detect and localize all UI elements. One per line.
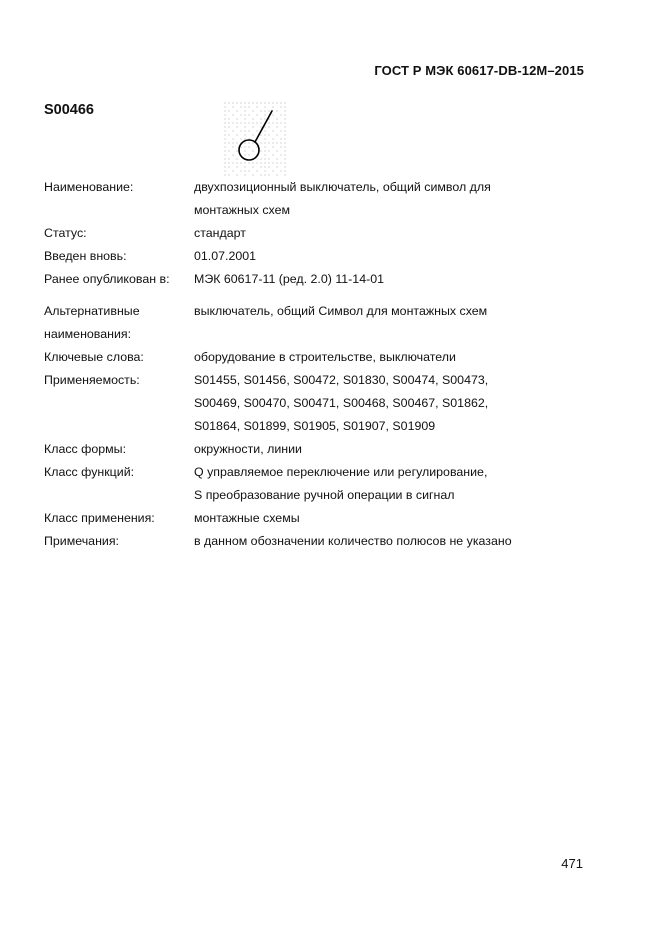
grid-dot bbox=[244, 154, 245, 155]
grid-dot bbox=[284, 170, 285, 171]
grid-dot bbox=[264, 110, 265, 111]
grid-dot bbox=[232, 130, 233, 131]
grid-dot bbox=[284, 142, 285, 143]
grid-dot bbox=[224, 170, 225, 171]
label-function-class: Класс функций: bbox=[44, 465, 135, 479]
grid-dot bbox=[264, 142, 265, 143]
grid-dot bbox=[248, 170, 249, 171]
grid-dot bbox=[260, 166, 261, 167]
grid-dot bbox=[284, 146, 285, 147]
row-shape-class bbox=[44, 438, 584, 461]
page-number: 471 bbox=[561, 856, 583, 871]
grid-dot bbox=[232, 154, 233, 155]
value-function-class: Q управляемое переключение или регулирование, S преобразование ручной операции в сигнал bbox=[194, 465, 488, 502]
grid-dot bbox=[224, 106, 225, 107]
grid-dot bbox=[252, 162, 253, 163]
grid-dot bbox=[276, 110, 277, 111]
grid-dot bbox=[236, 158, 237, 159]
grid-dot bbox=[280, 130, 281, 131]
grid-dot bbox=[244, 110, 245, 111]
row-introduced bbox=[44, 245, 584, 268]
value-shape-class: окружности, линии bbox=[194, 442, 302, 456]
grid-dot bbox=[264, 134, 265, 135]
row-applicability bbox=[44, 369, 584, 438]
label-introduced: Введен вновь: bbox=[44, 249, 127, 263]
grid-dot bbox=[284, 122, 285, 123]
grid-dot bbox=[252, 126, 253, 127]
grid-dot bbox=[244, 106, 245, 107]
grid-dot bbox=[232, 114, 233, 115]
grid-dot bbox=[232, 122, 233, 123]
grid-dot bbox=[280, 106, 281, 107]
grid-dot bbox=[244, 150, 245, 151]
grid-dot bbox=[236, 122, 237, 123]
document-header: ГОСТ Р МЭК 60617-DB-12M–2015 bbox=[374, 63, 584, 78]
attributes-table bbox=[44, 176, 584, 553]
grid-dot bbox=[248, 162, 249, 163]
switch-symbol-graphic bbox=[223, 101, 289, 182]
grid-dot bbox=[224, 102, 225, 103]
grid-dot bbox=[276, 118, 277, 119]
grid-dot bbox=[236, 126, 237, 127]
row-alt-names bbox=[44, 300, 584, 346]
row-function-class bbox=[44, 461, 584, 507]
grid-dot bbox=[244, 122, 245, 123]
symbol-code: S00466 bbox=[44, 102, 94, 118]
grid-dot bbox=[240, 102, 241, 103]
value-alt-names: выключатель, общий Символ для монтажных схем bbox=[194, 304, 488, 318]
grid-dot bbox=[260, 102, 261, 103]
grid-dot bbox=[236, 150, 237, 151]
grid-dot bbox=[272, 142, 273, 143]
grid-dot bbox=[252, 110, 253, 111]
grid-dot bbox=[224, 142, 225, 143]
row-notes bbox=[44, 530, 584, 553]
grid-dot bbox=[264, 106, 265, 107]
grid-dot bbox=[252, 102, 253, 103]
grid-dot bbox=[260, 126, 261, 127]
grid-dot bbox=[224, 130, 225, 131]
grid-dot bbox=[264, 118, 265, 119]
grid-dot bbox=[280, 142, 281, 143]
grid-dot bbox=[272, 130, 273, 131]
label-keywords: Ключевые слова: bbox=[44, 350, 144, 364]
grid-dot bbox=[252, 150, 253, 151]
row-published bbox=[44, 268, 584, 291]
grid-dot bbox=[272, 162, 273, 163]
grid-dot bbox=[256, 122, 257, 123]
grid-dot bbox=[284, 150, 285, 151]
grid-dot bbox=[280, 102, 281, 103]
grid-dot bbox=[228, 134, 229, 135]
label-published: Ранее опубликован в: bbox=[44, 272, 170, 286]
grid-dot bbox=[256, 102, 257, 103]
grid-dot bbox=[228, 102, 229, 103]
grid-dot bbox=[256, 114, 257, 115]
grid-dot bbox=[252, 166, 253, 167]
value-introduced: 01.07.2001 bbox=[194, 249, 257, 263]
grid-dot bbox=[240, 138, 241, 139]
grid-dot bbox=[268, 134, 269, 135]
grid-dot bbox=[240, 106, 241, 107]
grid-dot bbox=[276, 126, 277, 127]
grid-dot bbox=[284, 118, 285, 119]
grid-dot bbox=[280, 138, 281, 139]
grid-dot bbox=[264, 150, 265, 151]
value-published: МЭК 60617-11 (ред. 2.0) 11-14-01 bbox=[194, 272, 384, 286]
grid-dot bbox=[248, 146, 249, 147]
grid-dot bbox=[240, 170, 241, 171]
grid-dot bbox=[228, 118, 229, 119]
grid-dot bbox=[232, 162, 233, 163]
grid-dot bbox=[260, 110, 261, 111]
grid-dot bbox=[224, 134, 225, 135]
grid-dot bbox=[228, 126, 229, 127]
grid-dot bbox=[272, 122, 273, 123]
grid-dot bbox=[236, 110, 237, 111]
label-status: Статус: bbox=[44, 226, 87, 240]
grid-dot bbox=[240, 114, 241, 115]
grid-dot bbox=[232, 138, 233, 139]
grid-dot bbox=[284, 162, 285, 163]
grid-dot bbox=[260, 118, 261, 119]
grid-dot bbox=[228, 110, 229, 111]
grid-dot bbox=[276, 150, 277, 151]
grid-dot bbox=[224, 158, 225, 159]
grid-dot bbox=[228, 158, 229, 159]
grid-dot bbox=[280, 114, 281, 115]
grid-dot bbox=[276, 162, 277, 163]
grid-dot bbox=[276, 102, 277, 103]
grid-dot bbox=[252, 134, 253, 135]
grid-dot bbox=[264, 154, 265, 155]
label-shape-class: Класс формы: bbox=[44, 442, 127, 456]
grid-dot bbox=[268, 166, 269, 167]
grid-dot bbox=[256, 146, 257, 147]
grid-dot bbox=[272, 114, 273, 115]
grid-dot bbox=[244, 102, 245, 103]
grid-dot bbox=[268, 162, 269, 163]
grid-dot bbox=[284, 134, 285, 135]
grid-dot bbox=[272, 106, 273, 107]
grid-dot bbox=[264, 162, 265, 163]
grid-dot bbox=[276, 166, 277, 167]
grid-dot bbox=[284, 126, 285, 127]
grid-dot bbox=[228, 166, 229, 167]
grid-dot bbox=[236, 162, 237, 163]
grid-dot bbox=[264, 138, 265, 139]
grid-dot bbox=[272, 146, 273, 147]
grid-dot bbox=[272, 138, 273, 139]
grid-dot bbox=[224, 154, 225, 155]
grid-dot bbox=[256, 106, 257, 107]
value-applicability: S01455, S01456, S00472, S01830, S00474, S00473, S00469, S00470, S00471, S00468, S00467, S01862, S01864, S01899, S01905, S01907, S01909 bbox=[194, 373, 489, 433]
grid-dot bbox=[244, 166, 245, 167]
grid-dot bbox=[280, 146, 281, 147]
grid-dot bbox=[280, 170, 281, 171]
label-applicability: Применяемость: bbox=[44, 373, 140, 387]
grid-dot bbox=[272, 102, 273, 103]
grid-dot bbox=[280, 154, 281, 155]
label-alt-names: Альтернативные наименования: bbox=[44, 304, 140, 341]
grid-dot bbox=[256, 162, 257, 163]
grid-dot bbox=[240, 146, 241, 147]
grid-dot bbox=[276, 142, 277, 143]
grid-dot bbox=[264, 102, 265, 103]
grid-dot bbox=[284, 102, 285, 103]
grid-dot bbox=[248, 154, 249, 155]
grid-dot bbox=[232, 146, 233, 147]
grid-dot bbox=[224, 146, 225, 147]
grid-dot bbox=[244, 114, 245, 115]
grid-dot bbox=[228, 162, 229, 163]
grid-dot bbox=[268, 150, 269, 151]
grid-dot bbox=[228, 150, 229, 151]
grid-dot bbox=[272, 154, 273, 155]
grid-dot bbox=[228, 142, 229, 143]
grid-dot bbox=[240, 130, 241, 131]
grid-dot bbox=[248, 106, 249, 107]
grid-dot bbox=[224, 110, 225, 111]
grid-dot bbox=[248, 142, 249, 143]
grid-dot bbox=[284, 130, 285, 131]
grid-dot bbox=[244, 138, 245, 139]
grid-dot bbox=[240, 162, 241, 163]
switch-lever bbox=[255, 111, 272, 142]
grid-dot bbox=[240, 122, 241, 123]
grid-dot bbox=[248, 114, 249, 115]
grid-dot bbox=[276, 158, 277, 159]
grid-dot bbox=[264, 130, 265, 131]
grid-dot bbox=[264, 166, 265, 167]
grid-dot bbox=[244, 130, 245, 131]
grid-dot bbox=[268, 142, 269, 143]
value-application-class: монтажные схемы bbox=[194, 511, 300, 525]
grid-dot bbox=[268, 122, 269, 123]
grid-dot bbox=[236, 166, 237, 167]
grid-dot bbox=[228, 122, 229, 123]
grid-dot bbox=[244, 146, 245, 147]
value-name: двухпозиционный выключатель, общий символ для монтажных схем bbox=[194, 180, 491, 217]
grid-dot bbox=[224, 118, 225, 119]
grid-dots bbox=[224, 102, 285, 175]
grid-dot bbox=[244, 162, 245, 163]
row-application-class bbox=[44, 507, 584, 530]
grid-dot bbox=[272, 170, 273, 171]
grid-dot bbox=[276, 122, 277, 123]
grid-dot bbox=[248, 130, 249, 131]
grid-dot bbox=[284, 106, 285, 107]
grid-dot bbox=[244, 126, 245, 127]
grid-dot bbox=[260, 142, 261, 143]
grid-dot bbox=[284, 138, 285, 139]
grid-dot bbox=[244, 170, 245, 171]
grid-dot bbox=[244, 142, 245, 143]
grid-dot bbox=[236, 102, 237, 103]
grid-dot bbox=[248, 102, 249, 103]
grid-dot bbox=[260, 162, 261, 163]
grid-dot bbox=[224, 122, 225, 123]
grid-dot bbox=[224, 162, 225, 163]
grid-dot bbox=[256, 170, 257, 171]
grid-dot bbox=[280, 122, 281, 123]
value-keywords: оборудование в строительстве, выключатели bbox=[194, 350, 456, 364]
grid-dot bbox=[284, 166, 285, 167]
grid-dot bbox=[276, 134, 277, 135]
grid-dot bbox=[260, 158, 261, 159]
grid-dot bbox=[236, 134, 237, 135]
grid-dot bbox=[256, 130, 257, 131]
grid-dot bbox=[224, 114, 225, 115]
grid-dot bbox=[224, 126, 225, 127]
label-name: Наименование: bbox=[44, 180, 134, 194]
grid-dot bbox=[244, 118, 245, 119]
value-notes: в данном обозначении количество полюсов не указано bbox=[194, 534, 512, 548]
grid-dot bbox=[264, 114, 265, 115]
grid-dot bbox=[224, 150, 225, 151]
grid-dot bbox=[260, 134, 261, 135]
grid-dot bbox=[252, 122, 253, 123]
grid-dot bbox=[224, 166, 225, 167]
grid-dot bbox=[248, 122, 249, 123]
grid-dot bbox=[236, 142, 237, 143]
grid-dot bbox=[284, 114, 285, 115]
grid-dot bbox=[268, 126, 269, 127]
grid-dot bbox=[232, 106, 233, 107]
grid-dot bbox=[252, 118, 253, 119]
grid-dot bbox=[268, 158, 269, 159]
grid-dot bbox=[232, 102, 233, 103]
grid-dot bbox=[244, 134, 245, 135]
row-name bbox=[44, 176, 584, 222]
grid-dot bbox=[284, 158, 285, 159]
row-status bbox=[44, 222, 584, 245]
grid-dot bbox=[264, 146, 265, 147]
grid-dot bbox=[264, 126, 265, 127]
grid-dot bbox=[284, 110, 285, 111]
label-notes: Примечания: bbox=[44, 534, 119, 548]
value-status: стандарт bbox=[194, 226, 246, 240]
grid-dot bbox=[236, 118, 237, 119]
grid-dot bbox=[260, 122, 261, 123]
grid-dot bbox=[232, 142, 233, 143]
grid-dot bbox=[260, 150, 261, 151]
grid-dot bbox=[268, 110, 269, 111]
grid-dot bbox=[264, 170, 265, 171]
grid-dot bbox=[252, 142, 253, 143]
grid-dot bbox=[268, 102, 269, 103]
grid-dot bbox=[280, 162, 281, 163]
grid-dot bbox=[232, 170, 233, 171]
label-application-class: Класс применения: bbox=[44, 511, 155, 525]
grid-dot bbox=[224, 138, 225, 139]
grid-dot bbox=[284, 154, 285, 155]
row-keywords bbox=[44, 346, 584, 369]
grid-dot bbox=[264, 158, 265, 159]
